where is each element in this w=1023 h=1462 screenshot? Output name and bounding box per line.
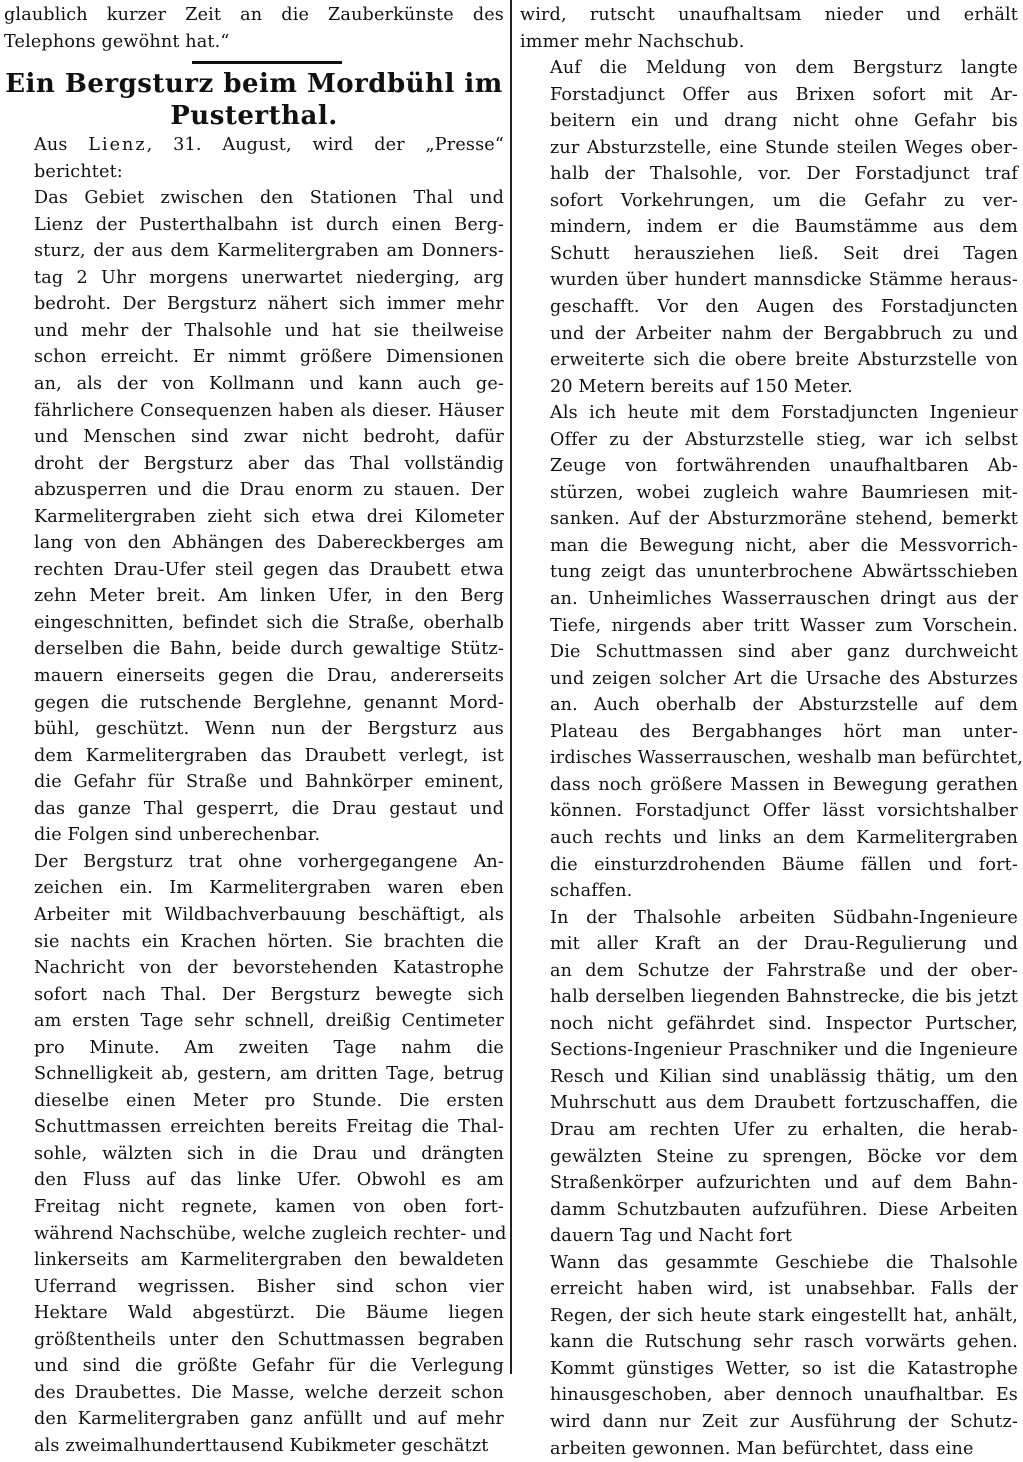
text-line: Der Bergsturz trat ohne vorhergegangene An- xyxy=(34,851,504,872)
text-line: dieselbe einen Meter pro Stunde. Die ersten xyxy=(34,1090,504,1111)
dateline-line xyxy=(4,132,504,159)
text-line: wird dann nur Zeit zur Ausführung der Schutz- xyxy=(550,1411,1018,1432)
previous-article-ending xyxy=(4,2,504,55)
text-line: an, als der von Kollmann und kann auch ge- xyxy=(34,374,504,395)
dateline-line: berichtet: xyxy=(34,161,123,182)
text-line: sturz, der aus dem Karmelitergraben am Donners- xyxy=(34,241,504,262)
text-line: Auf die Meldung von dem Bergsturz langte xyxy=(550,58,1018,79)
text-line: erreicht haben wird, ist unabsehbar. Falls der xyxy=(550,1279,1018,1300)
dateline-city: Lienz xyxy=(88,135,147,156)
text-line: an. Auch oberhalb der Absturzstelle auf dem xyxy=(550,695,1018,716)
article-paragraph xyxy=(520,905,1018,1250)
text-line: wird, rutscht unaufhaltsam nieder und erhält xyxy=(520,5,1018,25)
text-line: glaublich kurzer Zeit an die Zauberkünste des xyxy=(4,5,504,25)
text-line: man die Bewegung nicht, aber die Messvorrich- xyxy=(550,535,1018,556)
text-line: Hektare Wald abgestürzt. Die Bäume liegen xyxy=(34,1303,504,1324)
text-line: beitern ein und drang nicht ohne Gefahr bis xyxy=(550,111,1018,132)
text-line: hinausgeschoben, aber dennoch unaufhaltbar. Es xyxy=(550,1385,1018,1406)
text-line: Lienz der Pusterthalbahn ist durch einen Berg- xyxy=(34,214,504,235)
text-line: stürzen, wobei zugleich wahre Baumriesen mit- xyxy=(550,482,1018,503)
dateline-rest: , 31. August, wird der „Presse“ xyxy=(146,135,504,156)
text-line: schaffen. xyxy=(550,881,633,902)
section-rule xyxy=(192,61,342,64)
article-headline xyxy=(4,68,504,132)
text-line: Die Schuttmassen sind aber ganz durchweicht xyxy=(550,642,1018,663)
text-line: mit aller Kraft an der Drau-Regulierung und xyxy=(550,934,1018,955)
text-line: und mehr der Thalsohle und hat sie theilweise xyxy=(34,320,504,341)
text-line: Plateau des Bergabhanges hört man unter- xyxy=(550,721,1018,742)
text-line: Resch und Kilian sind unablässig thätig, um den xyxy=(550,1066,1018,1087)
text-line: und Menschen sind zwar nicht bedroht, dafür xyxy=(34,427,504,448)
column-divider xyxy=(510,0,512,1374)
text-line: linkerseits am Karmelitergraben den bewaldeten xyxy=(34,1250,504,1271)
article-paragraph xyxy=(520,2,1018,55)
right-column-body xyxy=(520,2,1023,1462)
text-line: die Folgen sind unberechenbar. xyxy=(34,825,321,846)
dateline xyxy=(4,132,504,185)
text-line: gewälzten Steine zu sprengen, Böcke vor dem xyxy=(550,1146,1018,1167)
text-line: dass noch größere Massen in Bewegung gerathen xyxy=(550,774,1018,795)
headline-line: Ein Bergsturz beim Mordbühl im xyxy=(5,69,503,100)
text-line: Arbeiter mit Wildbachverbauung beschäftigt, als xyxy=(34,904,504,925)
text-line: immer mehr Nachschub. xyxy=(520,31,745,52)
text-line: den Fluss auf das linke Ufer. Obwohl es am xyxy=(34,1170,504,1191)
left-column xyxy=(4,2,507,1456)
text-line: können. Forstadjunct Offer lässt vorsichtshalber xyxy=(550,801,1018,822)
text-line: die einsturzdrohenden Bäume fällen und fort- xyxy=(550,854,1018,875)
article-paragraph xyxy=(4,185,504,849)
text-line: derselben die Bahn, beide durch gewaltige Stütz- xyxy=(34,639,504,660)
text-line: Uferrand wegrissen. Bisher sind schon vier xyxy=(34,1276,504,1297)
text-line: Das Gebiet zwischen den Stationen Thal und xyxy=(34,188,504,209)
text-line: Regen, der sich heute stark eingestellt hat, anhält, xyxy=(550,1305,1018,1326)
text-line: mauern einerseits gegen die Drau, andererseits xyxy=(34,666,504,687)
text-line: Tiefe, nirgends aber tritt Wasser zum Vorschein. xyxy=(550,615,1018,636)
text-line: 20 Metern bereits auf 150 Meter. xyxy=(550,376,853,397)
text-line: Kommt günstiges Wetter, so ist die Katastrophe xyxy=(550,1358,1018,1379)
text-line: tag 2 Uhr morgens unerwartet niederging, arg xyxy=(34,267,504,288)
text-line: halb der Thalsohle, vor. Der Forstadjunct traf xyxy=(550,164,1018,185)
headline-line: Pusterthal. xyxy=(170,101,338,132)
text-line: Muhrschutt aus dem Draubett fortzuschaffen, die xyxy=(550,1093,1018,1114)
text-line: schon erreicht. Er nimmt größere Dimensionen xyxy=(34,347,504,368)
text-line: bedroht. Der Bergsturz nähert sich immer mehr xyxy=(34,294,504,315)
text-line: arbeiten gewonnen. Man befürchtet, dass eine xyxy=(550,1438,974,1459)
text-line: Sections-Ingenieur Praschniker und die Ingenieure xyxy=(550,1040,1018,1061)
text-line: eingeschnitten, befindet sich die Straße, oberhalb xyxy=(34,612,504,633)
text-line: Freitag nicht regnete, kamen von oben fort- xyxy=(34,1196,504,1217)
text-line: wurden über hundert mannsdicke Stämme heraus- xyxy=(550,270,1018,291)
text-line: und sind die größte Gefahr für die Verlegung xyxy=(34,1356,504,1377)
text-line: zeichen ein. Im Karmelitergraben waren eben xyxy=(34,878,504,899)
text-line: dauern Tag und Nacht fort xyxy=(550,1226,793,1247)
text-line: pro Minute. Am zweiten Tage nahm die xyxy=(34,1037,504,1058)
text-line: sofort Vorkehrungen, um die Gefahr zu ver- xyxy=(550,190,1018,211)
text-line: Telephons gewöhnt hat.“ xyxy=(4,31,230,52)
text-line: Offer zu der Absturzstelle stieg, war ich selbst xyxy=(550,429,1018,450)
text-line: droht der Bergsturz aber das Thal vollständig xyxy=(34,453,504,474)
text-line: halb derselben liegenden Bahnstrecke, die bis jetzt xyxy=(550,987,1018,1008)
text-line: sanken. Auf der Absturzmoräne stehend, bemerkt xyxy=(550,509,1018,530)
text-line: Karmelitergraben zieht sich etwa drei Kilometer xyxy=(34,506,504,527)
text-line: geschafft. Vor den Augen des Forstadjuncten xyxy=(550,297,1018,318)
text-line: größtentheils unter den Schuttmassen begraben xyxy=(34,1329,504,1350)
text-line: sofort nach Thal. Der Bergsturz bewegte sich xyxy=(34,984,504,1005)
text-line: fährlichere Consequenzen haben als dieser. Häuser xyxy=(34,400,504,421)
text-line: dem Karmelitergraben das Draubett verlegt, ist xyxy=(34,745,504,766)
text-line: Als ich heute mit dem Forstadjuncten Ingenieur xyxy=(550,403,1018,424)
text-line: rechten Drau-Ufer steil gegen das Draubett etwa xyxy=(34,559,504,580)
article-paragraph xyxy=(520,1250,1018,1462)
text-line: tung zeigt das ununterbrochene Abwärtsschieben xyxy=(550,562,1018,583)
right-column xyxy=(520,2,1023,1459)
text-line: als zweimalhunderttausend Kubikmeter geschätzt xyxy=(34,1435,489,1456)
text-line: abzusperren und die Drau enorm zu stauen. Der xyxy=(34,480,504,501)
text-line: lang von den Abhängen des Dabereckberges am xyxy=(34,533,504,554)
text-line: noch nicht gefährdet sind. Inspector Purtscher, xyxy=(550,1013,1018,1034)
text-line: Nachricht von der bevorstehenden Katastrophe xyxy=(34,958,504,979)
text-line: irdisches Wasserrauschen, weshalb man befürchtet, xyxy=(550,748,1023,769)
text-line: Schnelligkeit ab, gestern, am dritten Tage, betrug xyxy=(34,1064,504,1085)
text-line: mindern, indem er die Baumstämme aus dem xyxy=(550,217,1018,238)
text-line: erweiterte sich die obere breite Absturzstelle von xyxy=(550,350,1018,371)
text-line: bühl, geschützt. Wenn nun der Bergsturz aus xyxy=(34,719,504,740)
text-line: Straßenkörper aufzurichten und auf dem Bahn- xyxy=(550,1173,1018,1194)
text-line: Schutt herausziehen ließ. Seit drei Tagen xyxy=(550,243,1018,264)
text-line: auch rechts und links an dem Karmelitergraben xyxy=(550,827,1018,848)
text-line: In der Thalsohle arbeiten Südbahn-Ingenieure xyxy=(550,907,1018,928)
text-line: und zeigen solcher Art die Ursache des Absturzes xyxy=(550,668,1018,689)
text-line: damm Schutzbauten aufzuführen. Diese Arbeiten xyxy=(550,1199,1018,1220)
text-line: am ersten Tage sehr schnell, dreißig Centimeter xyxy=(34,1011,504,1032)
text-line: zur Absturzstelle, eine Stunde steilen Weges ober- xyxy=(550,137,1018,158)
article-paragraph xyxy=(520,55,1018,400)
text-line: an. Unheimliches Wasserrauschen dringt aus der xyxy=(550,589,1018,610)
dateline-prefix: Aus xyxy=(34,135,68,156)
text-line: Forstadjunct Offer aus Brixen sofort mit Ar- xyxy=(550,84,1018,105)
text-line: Schuttmassen erreichten bereits Freitag die Thal- xyxy=(34,1117,504,1138)
text-line: kann die Rutschung sehr rasch vorwärts gehen. xyxy=(550,1332,1018,1353)
text-line: sie nachts ein Krachen hörten. Sie brachten die xyxy=(34,931,504,952)
article-paragraph xyxy=(520,400,1023,904)
left-column-body xyxy=(4,185,507,1459)
text-line: Zeuge von fortwährenden unaufhaltbaren Ab- xyxy=(550,456,1018,477)
text-line: das ganze Thal gesperrt, die Drau gestaut und xyxy=(34,798,504,819)
text-line: die Gefahr für Straße und Bahnkörper eminent, xyxy=(34,772,504,793)
text-line: gegen die rutschende Berglehne, genannt Mord- xyxy=(34,692,504,713)
text-line: den Karmelitergraben ganz anfüllt und auf mehr xyxy=(34,1409,504,1430)
text-line: während Nachschübe, welche zugleich rechter- und xyxy=(34,1223,507,1244)
text-line: des Draubettes. Die Masse, welche derzeit schon xyxy=(34,1382,504,1403)
text-line: an dem Schutze der Fahrstraße und der ober- xyxy=(550,960,1018,981)
text-line: sohle, wälzten sich in die Drau und drängten xyxy=(34,1143,504,1164)
article-paragraph xyxy=(4,849,507,1460)
text-line: Wann das gesammte Geschiebe die Thalsohle xyxy=(550,1252,1018,1273)
text-line: zehn Meter breit. Am linken Ufer, in den Berg xyxy=(34,586,504,607)
text-line: Drau am rechten Ufer zu erhalten, die herab- xyxy=(550,1119,1018,1140)
text-line: und der Arbeiter nahm der Bergabbruch zu und xyxy=(550,323,1018,344)
